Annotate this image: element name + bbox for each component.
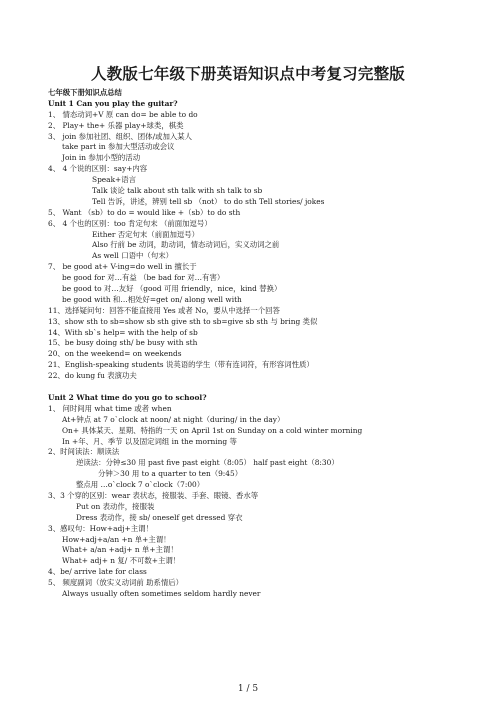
text-line: 13、show sth to sb=show sb sth give sth to sb=give sb sth 与 bring 类似 (48, 316, 318, 326)
text-line: How+adj+a/an +n 单+主谓！ (62, 534, 171, 544)
text-line: 整点用 …o`clock 7 o`clock（7:00） (76, 480, 205, 490)
text-line: 20、on the weekend= on weekends (48, 349, 182, 359)
text-line: be good with 和…相处好=get on/ along well with (62, 294, 242, 304)
text-line: 5、 Want （sb）to do = would like +（sb）to do sth (48, 207, 241, 217)
text-line: Also 行前 be 动词，助动词，情态动词后，实义动词之前 (92, 240, 280, 250)
text-line: 22、do kung fu 表演功夫 (48, 371, 137, 381)
text-line: What+ a/an +adj+ n 单+主谓！ (62, 545, 178, 555)
text-line: 3、感叹句：How+adj+主谓！ (48, 523, 153, 533)
text-line: 2、时间读法：顺读法 (48, 447, 120, 457)
section-heading: Unit 2 What time do you go to school? (48, 392, 207, 402)
text-line: Speak+语言 (92, 175, 137, 185)
text-line: 3、 join 参加社团、组织、团体/或加入某人 (48, 131, 193, 141)
document-title: 人教版七年级下册英语知识点中考复习完整版 (90, 64, 405, 83)
text-line: 2、 Play+ the+ 乐器 play+球类，棋类 (48, 120, 184, 130)
text-line: Talk 谈论 talk about sth talk with sh talk to sb (92, 186, 263, 196)
text-line: 1、 情态动词+V 原 can do= be able to do (48, 109, 198, 119)
text-line: Either 否定句末（前面加逗号） (92, 229, 200, 239)
text-line: Always usually often sometimes seldom hardly never (62, 588, 261, 598)
text-line: 6、 4 个也的区别：too 肯定句末 （前面加逗号） (48, 218, 212, 228)
text-line: 7、 be good at+ V-ing=do well in 擅长于 (48, 262, 197, 272)
text-line: Join in 参加小型的活动 (62, 153, 141, 163)
text-line: Dress 表动作，接 sb/ oneself get dressed 穿衣 (76, 512, 243, 522)
text-line: 15、be busy doing sth/ be busy with sth (48, 338, 198, 348)
blank-line (48, 382, 468, 393)
text-line: As well 口语中（句末） (92, 251, 173, 261)
text-line: 3、3 个穿的区别：wear 表状态，接服装、手套、眼镜、香水等 (48, 490, 259, 500)
text-line: Put on 表动作，接服装 (76, 501, 155, 511)
section-heading: Unit 1 Can you play the guitar? (48, 98, 178, 108)
text-line: At+钟点 at 7 o`clock at noon/ at night（during/ in the day） (62, 414, 285, 424)
text-line: 14、With sb`s help= with the help of sb (48, 327, 198, 337)
page-number: 1 / 5 (237, 684, 259, 694)
document-body (48, 88, 468, 600)
text-line: be good to 对…友好 （good 可用 friendly，nice，kind 替换） (62, 284, 282, 294)
text-line: 11、选择疑问句：回答不能直接用 Yes 或者 No，要从中选择一个回答 (48, 305, 280, 315)
text-line: 21、English-speaking students 说英语的学生（带有连词符，有形容词性质） (48, 360, 314, 370)
text-line: 分钟＞30 用 to a quarter to ten（9:45） (98, 469, 243, 479)
text-line: take part in 参加大型活动或会议 (62, 142, 175, 152)
text-line: 1、 问时间用 what time 或者 when (48, 403, 172, 413)
text-line: On+ 具体某天、星期、特指的一天 on April 1st on Sunday on a cold winter morning (62, 425, 363, 435)
section-heading: 七年级下册知识点总结 (48, 88, 122, 97)
text-line: Tell 告诉，讲述，辨别 tell sb （not） to do sth Tell stories/ jokes (92, 196, 325, 206)
text-line: 5、 频度副词（放实义动词前 助系情后） (48, 578, 184, 588)
text-line: 逆读法：分钟≤30 用 past five past eight（8:05） half past eight（8:30） (76, 458, 339, 468)
text-line: What+ adj+ n 复/ 不可数+主谓！ (62, 556, 181, 566)
text-line: 4、be/ arrive late for class (48, 567, 147, 577)
text-line: be good for 对…有益 （be bad for 对…有害） (62, 273, 225, 283)
text-line: In +年、月、季节 以及固定词组 in the morning 等 (62, 436, 237, 446)
text-line: 4、 4 个说的区别：say+内容 (48, 164, 148, 174)
